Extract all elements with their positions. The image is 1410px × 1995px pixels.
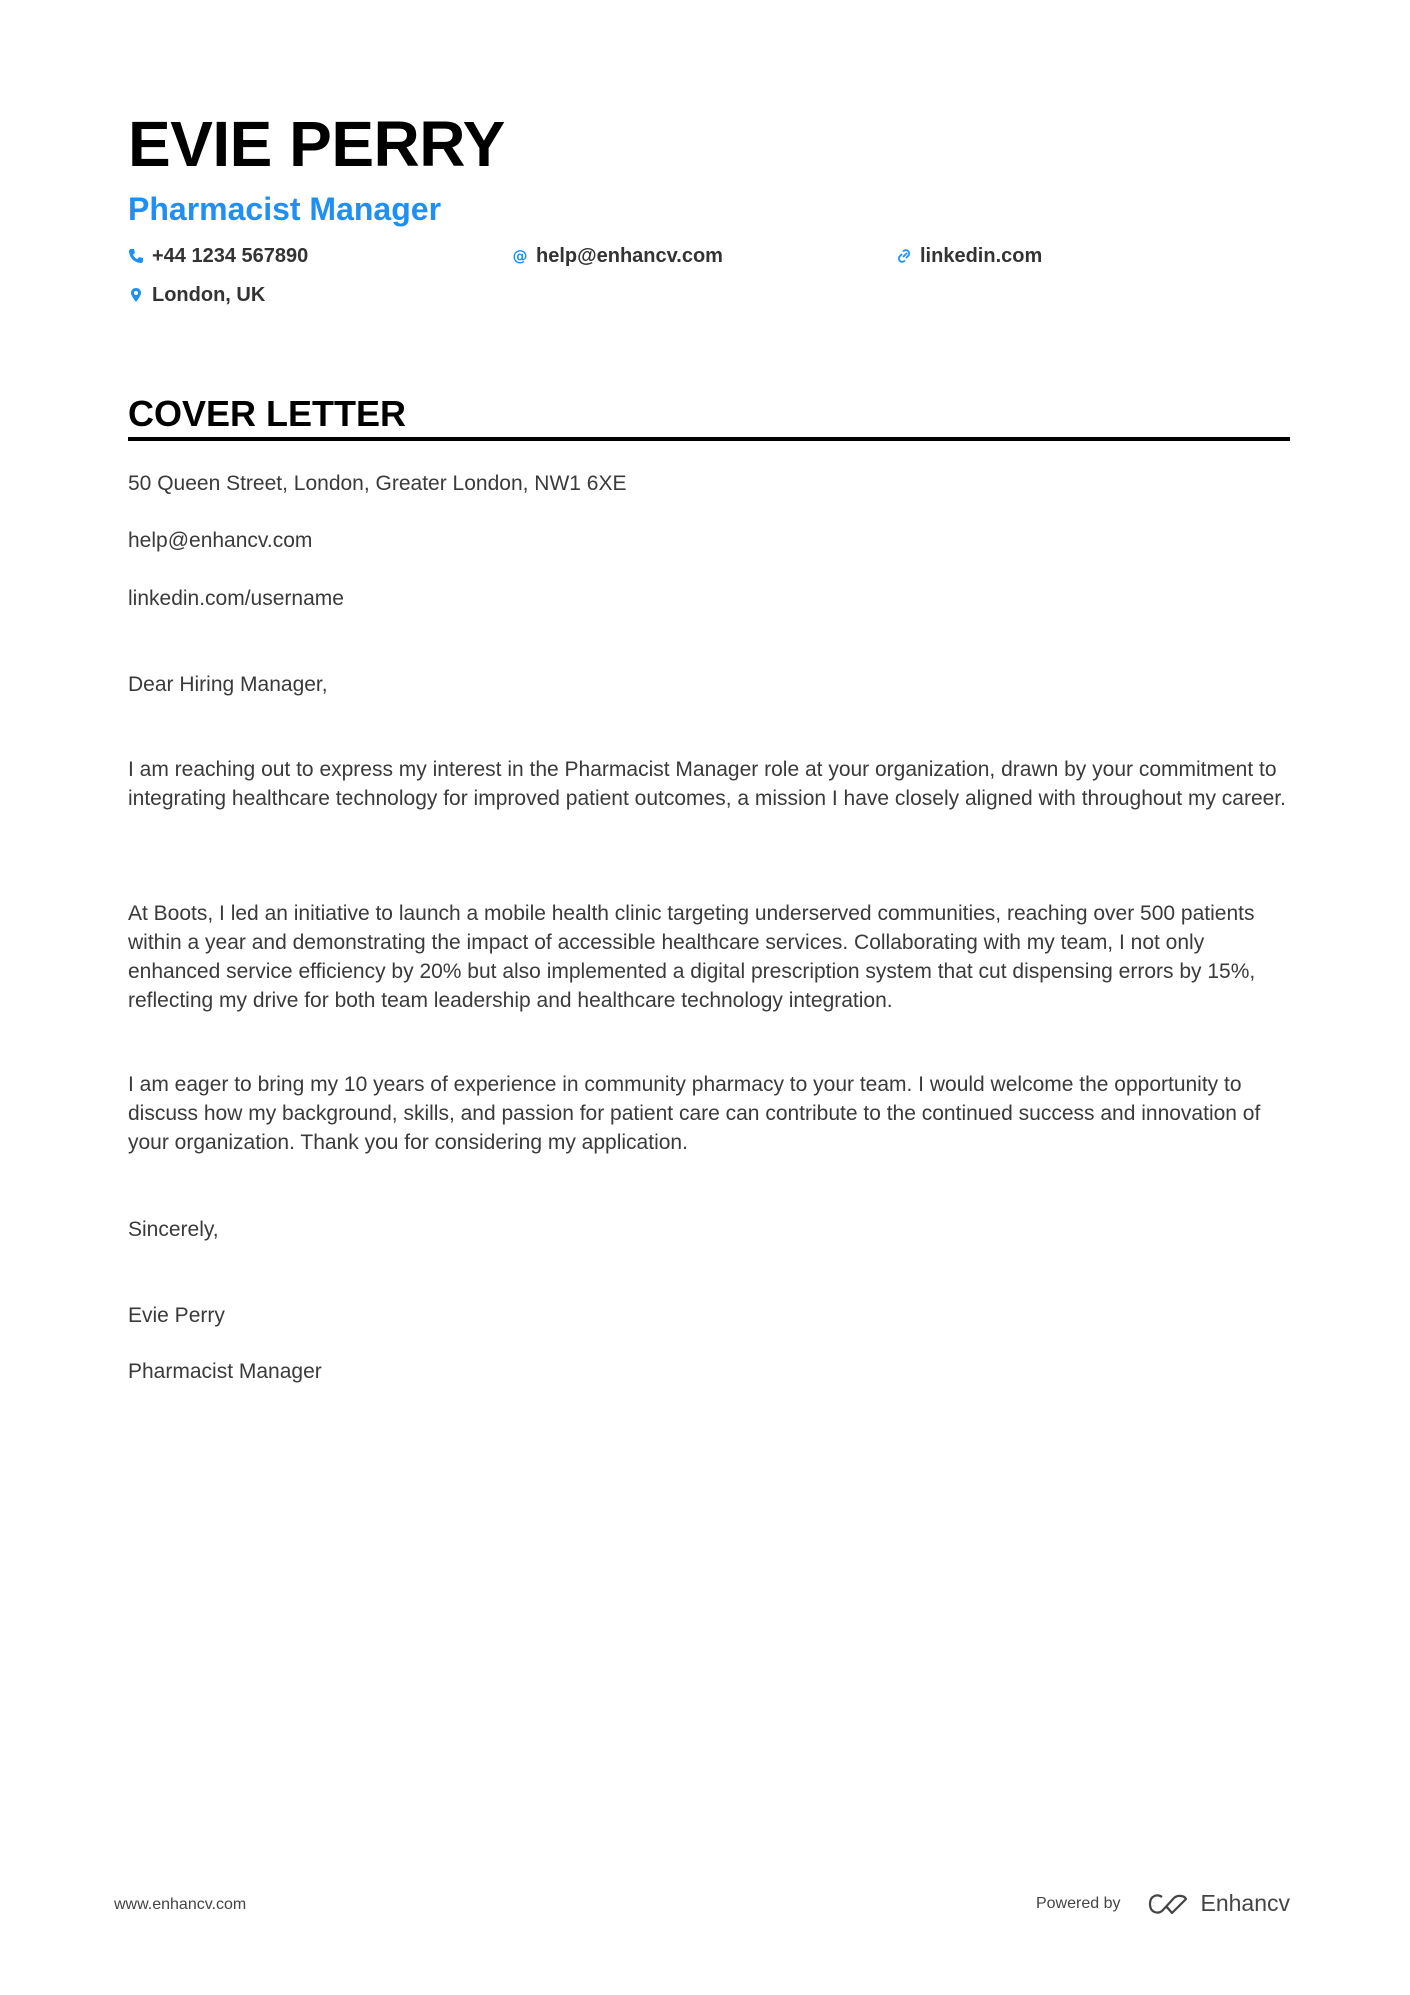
- at-icon: [512, 248, 528, 264]
- contact-phone: [128, 246, 308, 266]
- powered-by-logo[interactable]: [1036, 1890, 1290, 1917]
- sender-address: 50 Queen Street, London, Greater London, NW1 6XE: [128, 472, 627, 495]
- location-pin-icon: [128, 287, 144, 303]
- contact-linkedin[interactable]: [896, 246, 1042, 266]
- signature-title: Pharmacist Manager: [128, 1360, 322, 1383]
- brand-text: Enhancv: [1200, 1890, 1290, 1916]
- link-icon: [896, 248, 912, 264]
- greeting: Dear Hiring Manager,: [128, 673, 328, 696]
- linkedin-text: linkedin.com: [920, 245, 1043, 267]
- paragraph-1: I am reaching out to express my interest in the Pharmacist Manager role at your organization, drawn by your commitment to integrating healthcare technology for improved patient outcomes, a mission I have closely aligned with throughout my career.: [128, 758, 1286, 810]
- enhancv-logo-icon: [1146, 1892, 1190, 1916]
- contact-location: [128, 285, 265, 305]
- section-divider: [128, 437, 1290, 441]
- phone-icon: [128, 248, 144, 264]
- location-text: London, UK: [152, 284, 266, 306]
- paragraph-2: At Boots, I led an initiative to launch a mobile health clinic targeting underserved communities, reaching over 500 patients within a year and demonstrating the impact of accessible healthcare services. Collaborating with my team, I not only enhanced service efficiency by 20% but also implemented a digital prescription system that cut dispensing errors by 15%, reflecting my drive for both team leadership and healthcare technology integration.: [128, 902, 1256, 1012]
- candidate-name: EVIE PERRY: [128, 108, 505, 180]
- phone-text: +44 1234 567890: [152, 245, 309, 267]
- signature-name: Evie Perry: [128, 1304, 225, 1327]
- paragraph-3: I am eager to bring my 10 years of experience in community pharmacy to your team. I would welcome the opportunity to discuss how my background, skills, and passion for patient care can contribute to the continued success and innovation of your organization. Thank you for considering my application.: [128, 1073, 1261, 1154]
- email-text: help@enhancv.com: [536, 245, 723, 267]
- closing: Sincerely,: [128, 1218, 219, 1241]
- section-title: COVER LETTER: [128, 393, 407, 434]
- contact-email[interactable]: [512, 246, 723, 266]
- svg-text:@: @: [512, 248, 528, 264]
- sender-email: help@enhancv.com: [128, 529, 313, 552]
- sender-linkedin: linkedin.com/username: [128, 587, 344, 610]
- powered-by-text: Powered by: [1035, 1894, 1121, 1912]
- footer-website[interactable]: www.enhancv.com: [114, 1896, 247, 1913]
- candidate-title: Pharmacist Manager: [128, 191, 442, 227]
